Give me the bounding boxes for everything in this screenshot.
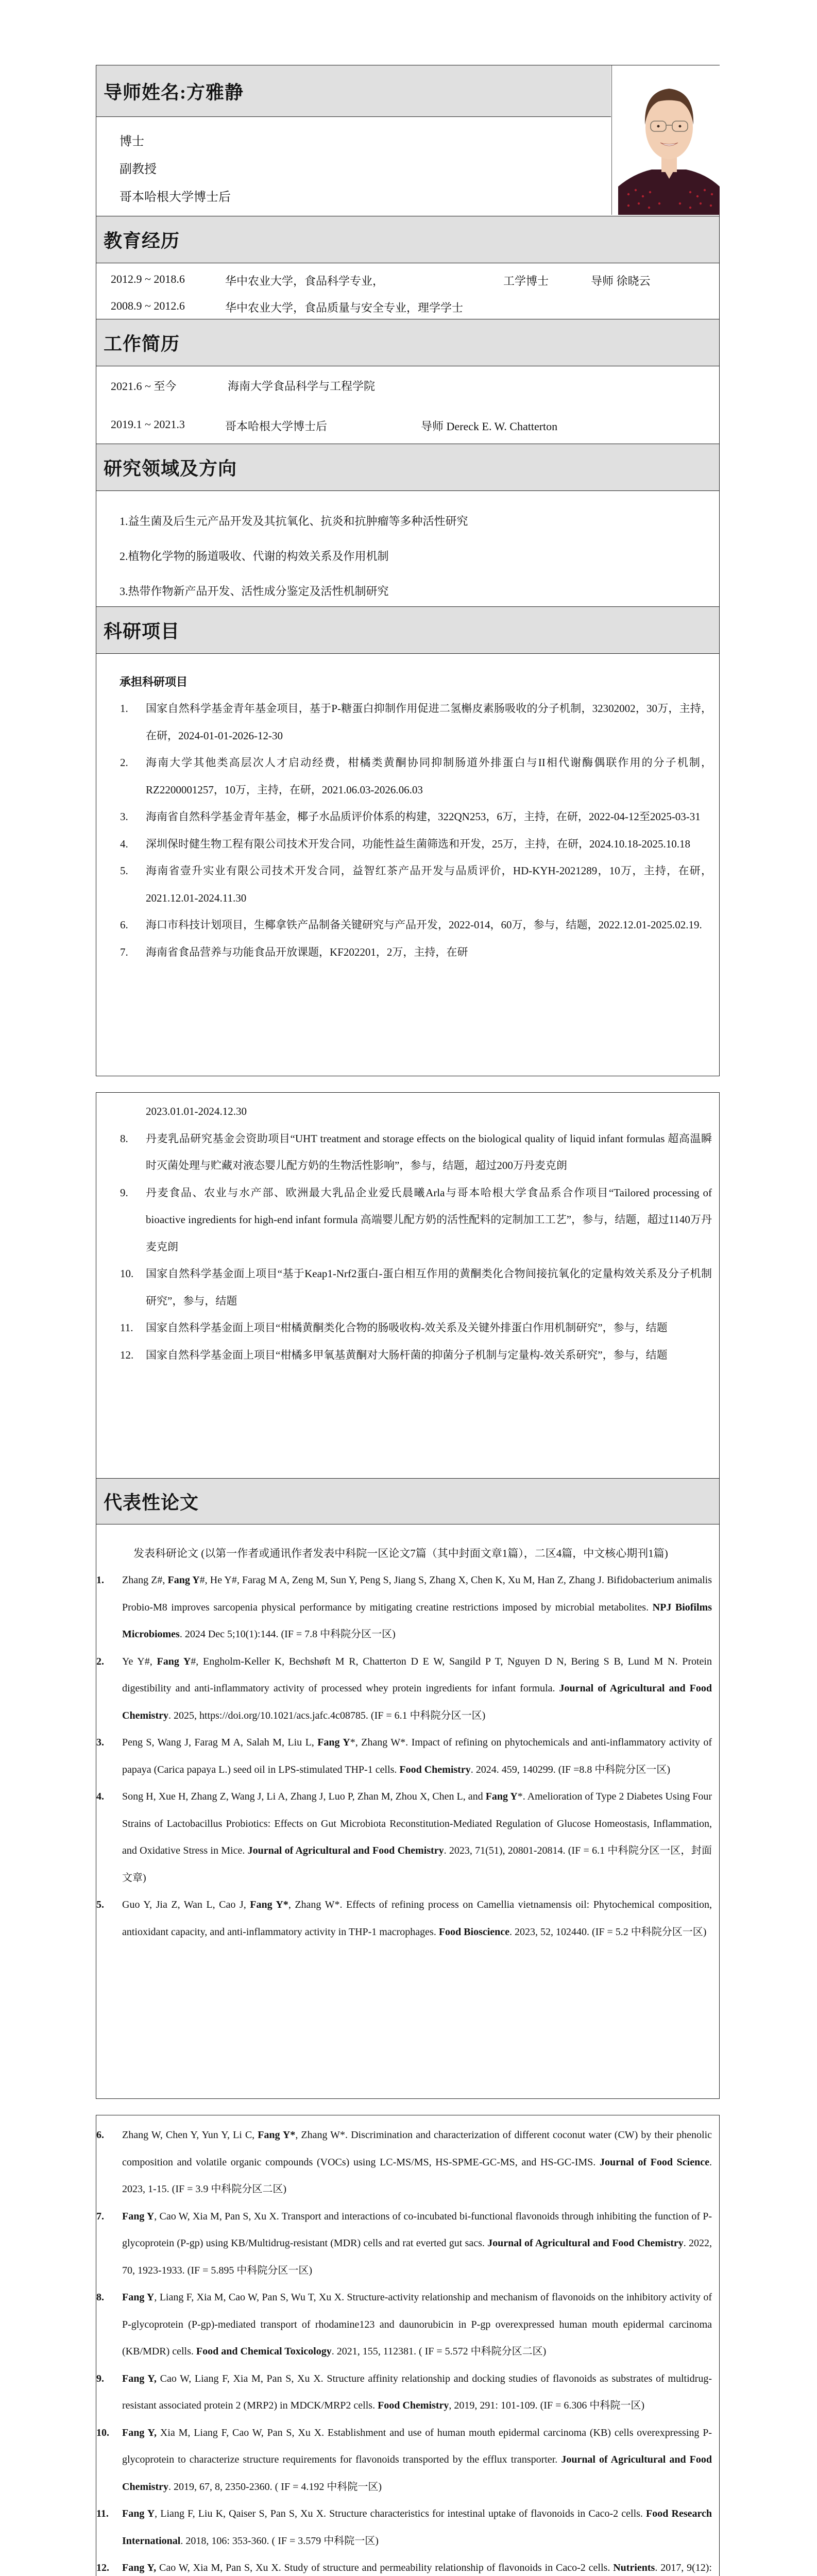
paper-number: 8. bbox=[96, 2292, 104, 2303]
journal-name: Food Bioscience bbox=[438, 1926, 510, 1938]
page-block-2 bbox=[96, 1092, 720, 2099]
project-item: 10. 国家自然科学基金面上项目“基于Keap1-Nrf2蛋白-蛋白相互作用的黄酮类化合物间接抗氧化的定量构效关系及分子机制研究”，参与，结题 bbox=[120, 1267, 712, 1307]
edu-school-2: 华中农业大学，食品质量与安全专业，理学学士 bbox=[225, 301, 464, 314]
research-item-2: 2.植物化学物的肠道吸收、代谢的构效关系及作用机制 bbox=[120, 550, 389, 563]
paper-text: , Liang F, Xia M, Cao W, Pan S, Wu T, Xu X. Structure-activity relationship and mechanism of flavonoids on the inhibitory activity of P-glycoprotein (P-gp)-mediated transport of rhodamine123 and daunorubicin in P-gp overexpressed human mouth epidermal carcinoma (KB/MDR) cells. bbox=[122, 2292, 712, 2357]
name-header bbox=[96, 65, 611, 117]
paper-item bbox=[96, 1891, 719, 1945]
paper-text: . 2022, 70, 1923-1933. (IF = 5.895 中科院分区一区) bbox=[122, 2238, 712, 2276]
paper-number: 6. bbox=[96, 2129, 104, 2141]
paper-number: 9. bbox=[96, 2372, 104, 2384]
education-title: 教育经历 bbox=[104, 230, 180, 251]
paper-text: Zhang W, Chen Y, Yun Y, Li C, bbox=[122, 2129, 258, 2141]
journal-name: Journal of Agricultural and Food Chemistry bbox=[122, 2454, 712, 2493]
project-item: 4. 深圳保时健生物工程有限公司技术开发合同，功能性益生菌筛选和开发，25万，主持，在研，2024.10.18-2025.10.18 bbox=[120, 837, 690, 850]
projects-title: 科研项目 bbox=[104, 621, 180, 642]
paper-text: . 2017, 9(12): bbox=[655, 2562, 712, 2573]
journal-name: Food Research International bbox=[122, 2508, 712, 2547]
paper-number: 5. bbox=[96, 1899, 104, 1910]
work-place-2: 哥本哈根大学博士后 bbox=[225, 420, 328, 433]
journal-name: Food Chemistry bbox=[378, 2400, 449, 2411]
paper-text: #, Engholm-Keller K, Bechshøft M R, Chatterton D E W, Sangild P T, Nguyen D N, Bering S B, Lund M N. Protein digestibility and anti-inflammatory activity of processed whey protein ingredients for infant formula. bbox=[122, 1655, 712, 1694]
papers-header bbox=[96, 1478, 719, 1524]
paper-item bbox=[96, 1648, 719, 1730]
paper-item bbox=[96, 1567, 719, 1648]
edu-school-1: 华中农业大学，食品科学专业， bbox=[225, 275, 384, 287]
papers-title: 代表性论文 bbox=[104, 1492, 199, 1513]
portrait-photo bbox=[618, 71, 720, 215]
self-author: Fang Y bbox=[122, 2210, 155, 2222]
projects-header bbox=[96, 606, 719, 654]
journal-name: Journal of Food Science bbox=[599, 2156, 709, 2168]
paper-item bbox=[96, 1783, 719, 1891]
work-period-1: 2021.6 ~ 至今 bbox=[111, 380, 177, 393]
paper-number: 10. bbox=[96, 2427, 109, 2438]
projects-body-2 bbox=[96, 1093, 719, 1478]
work-advisor-2: 导师 Dereck E. W. Chatterton bbox=[421, 420, 558, 433]
research-item-1: 1.益生菌及后生元产品开发及其抗氧化、抗炎和抗肿瘤等多种活性研究 bbox=[120, 515, 468, 528]
paper-item bbox=[96, 2203, 719, 2284]
self-author: Fang Y* bbox=[250, 1899, 288, 1910]
title-cell bbox=[96, 117, 611, 216]
journal-name: Food Chemistry bbox=[399, 1764, 471, 1775]
work-header bbox=[96, 319, 719, 366]
self-author: Fang Y bbox=[485, 1791, 518, 1802]
self-author: Fang Y bbox=[157, 1655, 191, 1667]
paper-text: . 2023, 52, 102440. (IF = 5.2 中科院分区一区) bbox=[509, 1926, 707, 1938]
paper-item bbox=[96, 2284, 719, 2365]
self-author: Fang Y bbox=[167, 1574, 200, 1586]
project-item-7-continuation: 2023.01.01-2024.12.30 bbox=[146, 1105, 247, 1117]
paper-text: . 2023, 71(51), 20801-20814. (IF = 6.1 中科院分区一区，封面文章) bbox=[122, 1845, 712, 1884]
projects-subtitle: 承担科研项目 bbox=[120, 675, 188, 688]
paper-text: . 2025, https://doi.org/10.1021/acs.jafc.4c08785. (IF = 6.1 中科院分区一区) bbox=[168, 1709, 486, 1721]
paper-text: Xia M, Liang F, Cao W, Pan S, Xu X. Establishment and use of human mouth epidermal carcinoma (KB) cells overexpressing P-glycoprotein to characterize structure requirements for flavonoids transported by the efflux transporter. bbox=[122, 2427, 712, 2465]
education-header bbox=[96, 216, 719, 263]
paper-text: Ye Y#, bbox=[122, 1655, 157, 1667]
paper-text: Guo Y, Jia Z, Wan L, Cao J, bbox=[122, 1899, 250, 1910]
research-header bbox=[96, 444, 719, 491]
paper-item bbox=[96, 2365, 719, 2419]
project-item: 8. 丹麦乳品研究基金会资助项目“UHT treatment and storage effects on the biological quality of liquid infant formulas 超高温瞬时灭菌处理与贮藏对液态婴儿配方奶的生物活性影响”，参与，结题，超过200万丹麦克朗 bbox=[120, 1132, 712, 1172]
paper-number: 2. bbox=[96, 1655, 104, 1667]
project-item: 5. 海南省壹升实业有限公司技术开发合同，益智红茶产品开发与品质评价，HD-KYH-2021289，10万，主持，在研，2021.12.01-2024.11.30 bbox=[120, 865, 712, 904]
paper-list-2 bbox=[96, 2122, 719, 2576]
edu-period-1: 2012.9 ~ 2018.6 bbox=[111, 273, 185, 285]
self-author: Fang Y, bbox=[122, 2562, 157, 2573]
paper-text: , Zhang W*. Discrimination and characterization of different coconut water (CW) by their phenolic composition and volatile organic compounds (VOCs) using LC-MS/MS, HS-SPME-GC-MS, and HS-GC-IMS. bbox=[122, 2129, 712, 2168]
research-title: 研究领域及方向 bbox=[104, 458, 237, 479]
project-item: 3. 海南省自然科学基金青年基金，椰子水品质评价体系的构建，322QN253，6万，主持，在研，2022-04-12至2025-03-31 bbox=[120, 810, 701, 823]
edu-period-2: 2008.9 ~ 2012.6 bbox=[111, 299, 185, 312]
paper-text: . 2023, 1-15. (IF = 3.9 中科院分区二区) bbox=[122, 2156, 712, 2195]
edu-degree-1: 工学博士 bbox=[503, 275, 549, 287]
photo-cell bbox=[611, 65, 720, 215]
self-author: Fang Y bbox=[122, 2508, 155, 2519]
paper-item bbox=[96, 2554, 719, 2576]
paper-text: *, Zhang W*. Impact of refining on phytochemicals and anti-inflammatory activity of papaya (Carica papaya L.) seed oil in LPS-stimulated THP-1 cells. bbox=[122, 1737, 712, 1775]
paper-number: 11. bbox=[96, 2508, 109, 2519]
paper-item bbox=[96, 2500, 719, 2554]
position: 副教授 bbox=[120, 163, 157, 176]
project-item: 1. 国家自然科学基金青年基金项目，基于P-糖蛋白抑制作用促进二氢槲皮素肠吸收的分子机制，32302002，30万，主持，在研，2024-01-01-2026-12-30 bbox=[120, 702, 712, 742]
self-author: Fang Y, bbox=[122, 2427, 157, 2438]
paper-text: , Zhang W*. Effects of refining process on Camellia vietnamensis oil: Phytochemical composition, antioxidant capacity, and anti-inflammatory activity in THP-1 macrophages. bbox=[122, 1899, 712, 1938]
mentor-name: 导师姓名:方雅静 bbox=[104, 82, 244, 103]
paper-number: 12. bbox=[96, 2562, 109, 2573]
paper-text: , Liang F, Liu K, Qaiser S, Pan S, Xu X. Structure characteristics for intestinal uptake of flavonoids in Caco-2 cells. bbox=[155, 2508, 646, 2519]
journal-name: Journal of Agricultural and Food Chemistry bbox=[122, 1683, 712, 1721]
paper-number: 4. bbox=[96, 1791, 104, 1802]
self-author: Fang Y bbox=[122, 2292, 155, 2303]
self-author: Fang Y, bbox=[122, 2372, 157, 2384]
paper-text: . 2024. 459, 140299. (IF =8.8 中科院分区一区) bbox=[470, 1764, 671, 1775]
paper-text: #, He Y#, Farag M A, Zeng M, Sun Y, Peng S, Jiang S, Zhang X, Chen K, Xu M, Han Z, Zhang J. Bifidobacterium animalis Probio-M8 improves sarcopenia physical performance by mitigating creatine restrictions imposed by microbial metabolites. bbox=[122, 1574, 712, 1613]
edu-advisor-1: 导师 徐晓云 bbox=[591, 275, 651, 287]
self-author: Fang Y* bbox=[258, 2129, 296, 2141]
paper-text: Cao W, Liang F, Xia M, Pan S, Xu X. Structure affinity relationship and docking studies of flavonoids as substrates of multidrug-resistant associated protein 2 (MRP2) in MDCK/MRP2 cells. bbox=[122, 2372, 712, 2411]
paper-text: Song H, Xue H, Zhang Z, Wang J, Li A, Zhang J, Luo P, Zhan M, Zhou X, Chen L, and bbox=[122, 1791, 486, 1802]
page-block-1 bbox=[96, 65, 720, 1076]
page-block-3 bbox=[96, 2115, 720, 2576]
paper-text: . 2019, 67, 8, 2350-2360. ( IF = 4.192 中科院一区) bbox=[168, 2481, 382, 2493]
education-body bbox=[96, 263, 719, 319]
work-place-1: 海南大学食品科学与工程学院 bbox=[228, 380, 376, 393]
paper-text: . 2018, 106: 353-360. ( IF = 3.579 中科院一区) bbox=[180, 2535, 379, 2547]
papers-body-1 bbox=[96, 1524, 719, 2098]
projects-body-1 bbox=[96, 654, 719, 1076]
project-item: 2. 海南大学其他类高层次人才启动经费，柑橘类黄酮协同抑制肠道外排蛋白与II相代谢酶偶联作用的分子机制，RZ2200001257，10万，主持，在研，2021.06.03-2026.06.03 bbox=[120, 756, 712, 796]
paper-item bbox=[96, 2419, 719, 2501]
journal-name: NPJ Biofilms Microbiomes bbox=[122, 1601, 712, 1640]
work-period-2: 2019.1 ~ 2021.3 bbox=[111, 418, 185, 431]
paper-text: . 2021, 155, 112381. ( IF = 5.572 中科院分区二区) bbox=[331, 2346, 547, 2357]
degree: 博士 bbox=[120, 135, 144, 148]
paper-item bbox=[96, 2122, 719, 2203]
project-item: 12. 国家自然科学基金面上项目“柑橘多甲氧基黄酮对大肠杆菌的抑菌分子机制与定量构-效关系研究”，参与，结题 bbox=[120, 1348, 668, 1361]
project-item: 6. 海口市科技计划项目，生椰拿铁产品制备关键研究与产品开发，2022-014，60万，参与，结题，2022.12.01-2025.02.19. bbox=[120, 919, 702, 931]
paper-text: Zhang Z#, bbox=[122, 1574, 168, 1586]
paper-list-1 bbox=[96, 1567, 719, 1945]
work-title: 工作简历 bbox=[104, 333, 180, 354]
journal-name: Food and Chemical Toxicology bbox=[196, 2346, 332, 2357]
work-body bbox=[96, 366, 719, 444]
paper-text: . 2024 Dec 5;10(1):144. (IF = 7.8 中科院分区一区) bbox=[179, 1629, 396, 1640]
postdoc: 哥本哈根大学博士后 bbox=[120, 191, 231, 204]
journal-name: Journal of Agricultural and Food Chemistry bbox=[247, 1845, 444, 1856]
paper-number: 3. bbox=[96, 1737, 104, 1748]
self-author: Fang Y bbox=[317, 1737, 350, 1748]
paper-number: 1. bbox=[96, 1574, 104, 1586]
paper-text: , 2019, 291: 101-109. (IF = 6.306 中科院一区) bbox=[449, 2400, 645, 2411]
journal-name: Nutrients bbox=[613, 2562, 655, 2573]
journal-name: Journal of Agricultural and Food Chemistry bbox=[487, 2238, 684, 2249]
project-item: 11. 国家自然科学基金面上项目“柑橘黄酮类化合物的肠吸收构-效关系及关键外排蛋白作用机制研究”，参与，结题 bbox=[120, 1321, 668, 1334]
paper-text: Cao W, Xia M, Pan S, Xu X. Study of structure and permeability relationship of flavonoids in Caco-2 cells. bbox=[156, 2562, 614, 2573]
project-item: 9. 丹麦食品、农业与水产部、欧洲最大乳品企业爱氏晨曦Arla与哥本哈根大学食品系合作项目“Tailored processing of bioactive ingredients for high-end infant formula 高端婴儿配方奶的活性配料的定制加工工艺”，参与，结题，超过1140万丹麦克朗 bbox=[120, 1186, 712, 1253]
paper-number: 7. bbox=[96, 2210, 104, 2222]
paper-item bbox=[96, 1729, 719, 1783]
paper-text: , Cao W, Xia M, Pan S, Xu X. Transport and interactions of co-incubated bi-functional flavonoids through inhibiting the function of P-glycoprotein (P-gp) using KB/Multidrug-resistant (MDR) cells and rat everted gut sacs. bbox=[122, 2210, 712, 2249]
paper-text: Peng S, Wang J, Farag M A, Salah M, Liu L, bbox=[122, 1737, 318, 1748]
research-item-3: 3.热带作物新产品开发、活性成分鉴定及活性机制研究 bbox=[120, 585, 389, 598]
papers-intro: 发表科研论文 (以第一作者或通讯作者发表中科院一区论文7篇（其中封面文章1篇），二区4篇，中文核心期刊1篇) bbox=[133, 1547, 668, 1560]
research-body bbox=[96, 491, 719, 606]
project-item: 7. 海南省食品营养与功能食品开放课题，KF202201，2万，主持，在研 bbox=[120, 945, 468, 958]
paper-text: *. Amelioration of Type 2 Diabetes Using Four Strains of Lactobacillus Probiotics: Effects on Gut Microbiota Reconstitution-Mediated Regulation of Glucose Homeostasis, Inflammation, and Oxidative Stress in Mice. bbox=[122, 1791, 712, 1856]
